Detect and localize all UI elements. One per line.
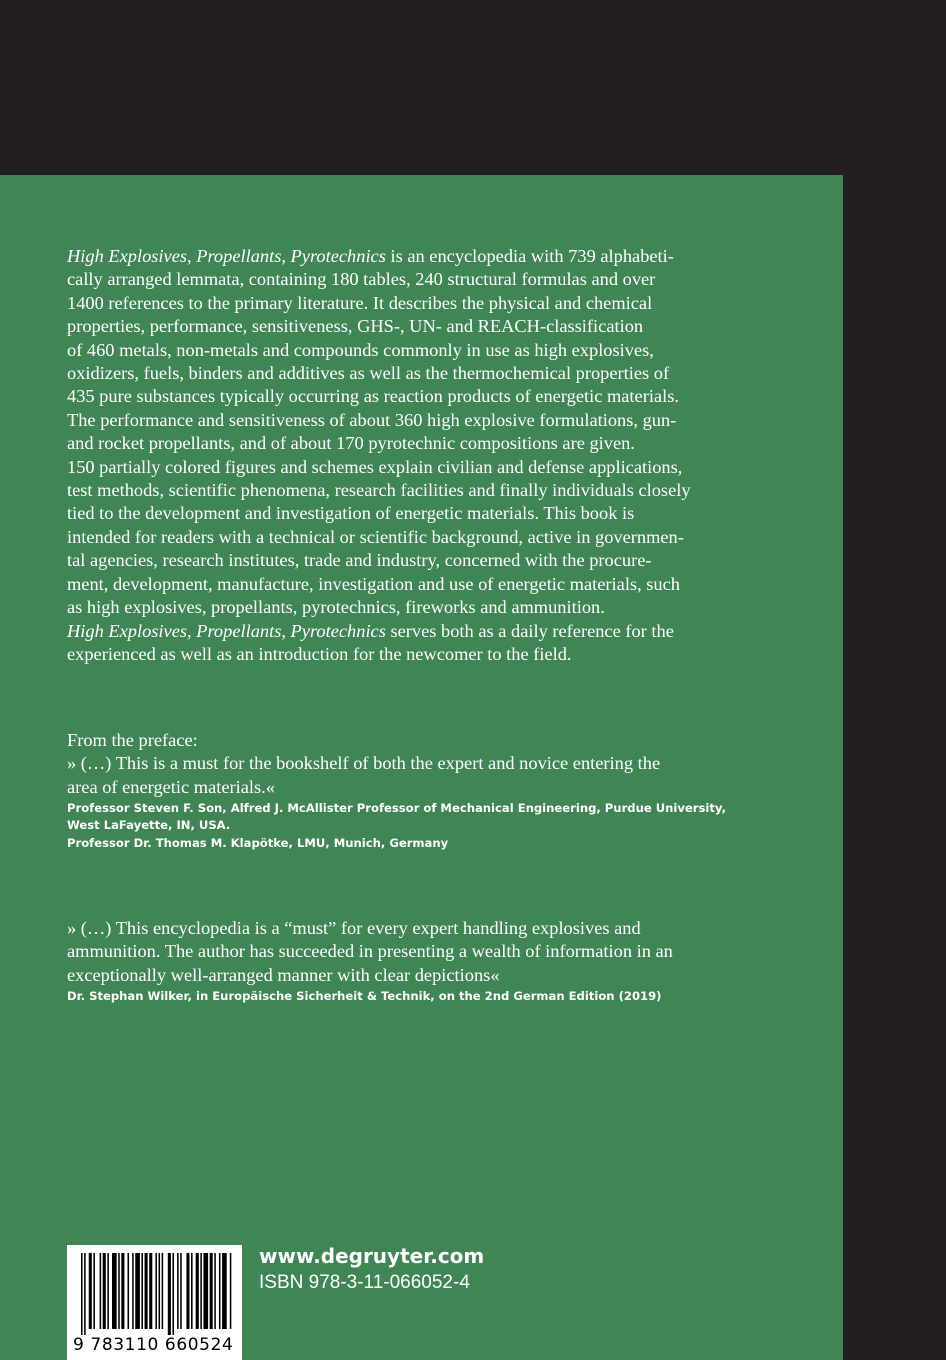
barcode-bar bbox=[177, 1253, 179, 1329]
description-line: 1400 references to the primary literature. It describes the physical and chemical bbox=[67, 292, 653, 313]
barcode-bar bbox=[186, 1253, 189, 1329]
barcode-bar bbox=[112, 1253, 117, 1329]
review-attribution: Dr. Stephan Wilker, in Europäische Sicherheit & Technik, on the 2nd German Edition (2019) bbox=[67, 989, 662, 1004]
description-line bbox=[67, 245, 767, 268]
book-title-italic: High Explosives, Propellants, Pyrotechnics bbox=[67, 246, 386, 266]
barcode-bar bbox=[132, 1253, 134, 1329]
description-line: of 460 metals, non-metals and compounds commonly in use as high explosives, bbox=[67, 339, 654, 360]
description-line: oxidizers, fuels, binders and additives as well as the thermochemical properties of bbox=[67, 363, 670, 384]
description-line: The performance and sensitiveness of about 360 high explosive formulations, gun- bbox=[67, 409, 677, 430]
review-quote-section bbox=[67, 917, 787, 1006]
barcode-bar bbox=[155, 1253, 157, 1329]
description-line: intended for readers with a technical or scientific background, active in governmen- bbox=[67, 526, 684, 547]
preface-attribution: Professor Dr. Thomas M. Klapötke, LMU, Munich, Germany bbox=[67, 836, 449, 851]
description-line: and rocket propellants, and of about 170 pyrotechnic compositions are given. bbox=[67, 433, 635, 454]
barcode-bar bbox=[230, 1253, 232, 1329]
isbn-barcode bbox=[67, 1245, 242, 1360]
barcode-bar bbox=[149, 1253, 152, 1329]
preface-quote-line: » (…) This is a must for the bookshelf of both the expert and novice entering the bbox=[67, 753, 661, 774]
barcode-bar bbox=[121, 1253, 124, 1329]
barcode-bar bbox=[84, 1253, 86, 1335]
book-description bbox=[67, 245, 767, 666]
barcode-bar bbox=[196, 1253, 199, 1329]
description-line: 150 partially colored figures and schemes explain civilian and defense applications, bbox=[67, 456, 683, 477]
barcode-bar bbox=[141, 1253, 143, 1329]
preface-attribution: West LaFayette, IN, USA. bbox=[67, 818, 231, 833]
description-line: as high explosives, propellants, pyrotechnics, fireworks and ammunition. bbox=[67, 597, 605, 618]
review-quote-line: ammunition. The author has succeeded in presenting a wealth of information in an bbox=[67, 941, 673, 962]
description-line: tal agencies, research institutes, trade and industry, concerned with the procure- bbox=[67, 550, 652, 571]
barcode-bar bbox=[214, 1253, 216, 1329]
barcode-bar bbox=[222, 1253, 227, 1329]
barcode-bar bbox=[89, 1253, 92, 1329]
preface-attribution: Professor Steven F. Son, Alfred J. McAllister Professor of Mechanical Engineering, Purdue University, bbox=[67, 801, 726, 816]
barcode-bar bbox=[81, 1253, 83, 1335]
back-cover bbox=[0, 175, 843, 1360]
barcode-bar bbox=[203, 1253, 208, 1329]
isbn-number: ISBN 978-3-11-066052-4 bbox=[259, 1272, 470, 1293]
barcode-bar bbox=[100, 1253, 102, 1329]
description-text: serves both as a daily reference for the bbox=[385, 620, 674, 641]
barcode-digits: 9 783110 660524 bbox=[73, 1335, 234, 1355]
book-title-italic: High Explosives, Propellants, Pyrotechnics bbox=[67, 620, 386, 641]
barcode-bar bbox=[219, 1253, 221, 1329]
preface-quote-line: area of energetic materials.« bbox=[67, 776, 275, 797]
barcode-bar bbox=[118, 1253, 120, 1329]
description-line: experienced as well as an introduction for the newcomer to the field. bbox=[67, 643, 572, 664]
barcode-bar bbox=[210, 1253, 213, 1329]
review-quote-line: exceptionally well-arranged manner with clear depictions« bbox=[67, 964, 500, 985]
description-text: is an encyclopedia with 739 alphabeti- bbox=[385, 246, 674, 266]
barcode-bar bbox=[180, 1253, 182, 1329]
barcode-bar bbox=[172, 1253, 174, 1335]
barcode-bar bbox=[93, 1253, 95, 1329]
description-line: test methods, scientific phenomena, research facilities and finally individuals closely bbox=[67, 480, 691, 501]
publisher-url[interactable]: www.degruyter.com bbox=[259, 1244, 485, 1268]
barcode-bar bbox=[191, 1253, 193, 1329]
description-line: tied to the development and investigation of energetic materials. This book is bbox=[67, 503, 635, 524]
review-quote-line: » (…) This encyclopedia is a “must” for every expert handling explosives and bbox=[67, 918, 641, 938]
description-line: properties, performance, sensitiveness, GHS-, UN- and REACH-classification bbox=[67, 316, 644, 337]
barcode-bar bbox=[162, 1253, 164, 1329]
barcode-bar bbox=[103, 1253, 106, 1329]
barcode-bar bbox=[128, 1253, 130, 1329]
barcode-bar bbox=[145, 1253, 148, 1329]
barcode-bar bbox=[159, 1253, 161, 1329]
barcode-bar bbox=[135, 1253, 140, 1329]
description-line: 435 pure substances typically occurring as reaction products of energetic materials. bbox=[67, 386, 679, 407]
preface-heading: From the preface: bbox=[67, 730, 198, 750]
description-line bbox=[67, 620, 767, 643]
description-line: cally arranged lemmata, containing 180 tables, 240 structural formulas and over bbox=[67, 269, 656, 290]
preface-quote-section bbox=[67, 729, 787, 853]
description-line: ment, development, manufacture, investigation and use of energetic materials, such bbox=[67, 573, 680, 594]
barcode-bar bbox=[168, 1253, 171, 1335]
barcode-bar bbox=[200, 1253, 202, 1329]
barcode-bar bbox=[107, 1253, 109, 1329]
